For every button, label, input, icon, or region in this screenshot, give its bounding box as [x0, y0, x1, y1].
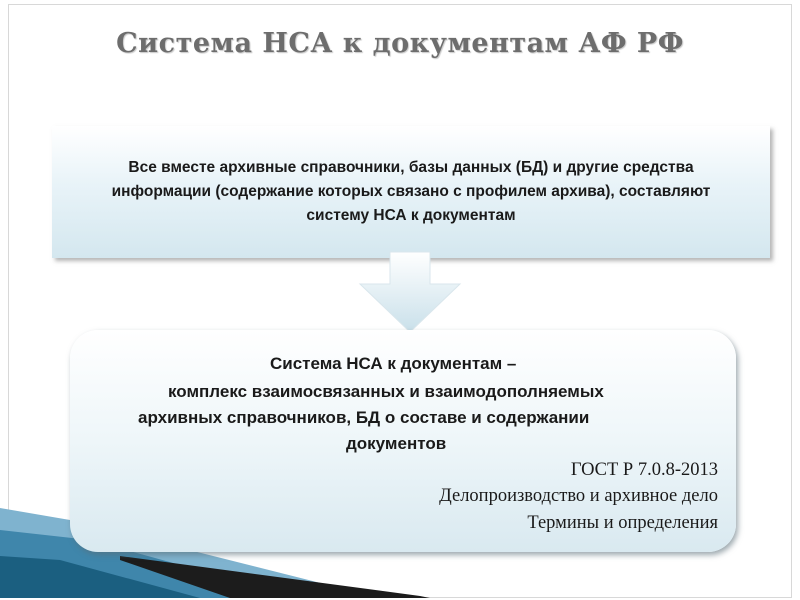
down-arrow-icon: [358, 250, 462, 334]
definition-line: архивных справочников, БД о составе и содержании: [138, 408, 590, 427]
statement-line: информации (содержание которых связано с профилем архива), составляют: [111, 183, 711, 200]
statement-text: [112, 156, 711, 228]
source-line: Делопроизводство и архивное дело: [439, 486, 718, 506]
definition-line: комплекс взаимосвязанных и взаимодополняемых: [168, 382, 604, 401]
source-standard: ГОСТ Р 7.0.8-2013: [570, 460, 718, 480]
statement-line: Все вместе архивные справочники, базы данных (БД) и другие средства: [128, 159, 694, 176]
definition-line: документов: [346, 434, 447, 453]
definition-box: [70, 330, 736, 552]
statement-line: систему НСА к документам: [306, 207, 516, 224]
statement-box: [52, 126, 770, 258]
definition-term: Система НСА к документам –: [270, 354, 517, 373]
source-line: Термины и определения: [527, 513, 718, 533]
slide-title: Система НСА к документам АФ РФ: [116, 28, 684, 59]
